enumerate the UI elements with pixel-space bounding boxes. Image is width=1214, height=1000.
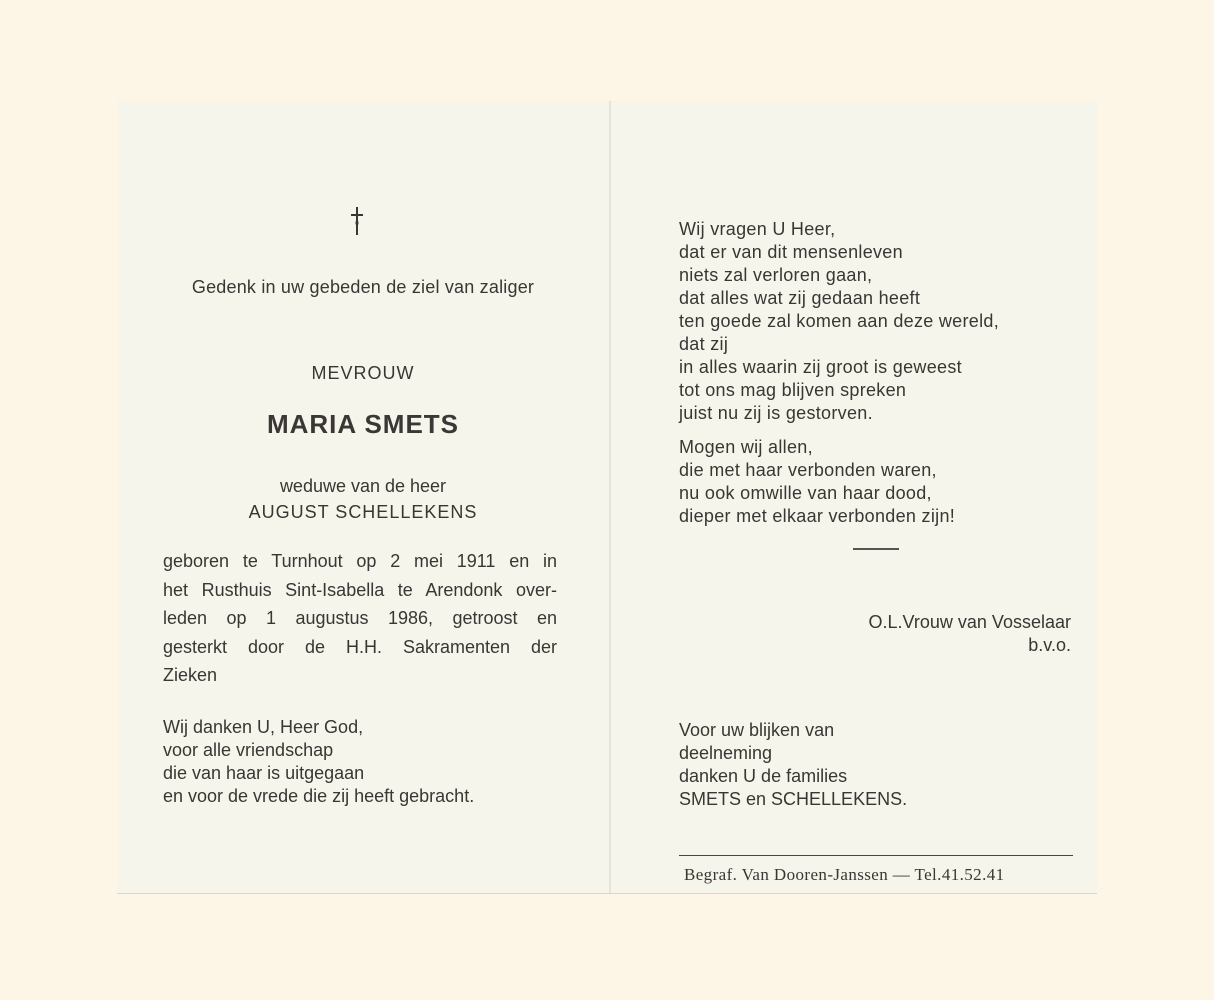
thanks-line: SMETS en SCHELLEKENS. [679, 789, 908, 809]
verse-line: dat alles wat zij gedaan heeft [679, 288, 921, 308]
bio-line: leden op 1 augustus 1986, getroost en [163, 608, 557, 628]
undertaker-footer: Begraf. Van Dooren-Janssen — Tel.41.52.41 [684, 865, 1005, 884]
prayer-line: die van haar is uitgegaan [163, 763, 365, 783]
verse-line: dat er van dit mensenleven [679, 242, 903, 262]
verse-line: die met haar verbonden waren, [679, 460, 937, 480]
verse-line: Wij vragen U Heer, [679, 219, 836, 239]
verse-1 [679, 218, 999, 425]
thanks-line: danken U de families [679, 766, 848, 786]
prayer-line: en voor de vrede die zij heeft gebracht. [163, 786, 475, 806]
honorific: MEVROUW [311, 363, 415, 383]
verse-line: in alles waarin zij groot is geweest [679, 357, 962, 377]
verse-line: nu ook omwille van haar dood, [679, 483, 932, 503]
prayer-line: Wij danken U, Heer God, [163, 717, 364, 737]
verse-line: dieper met elkaar verbonden zijn! [679, 506, 956, 526]
spouse-name: AUGUST SCHELLEKENS [248, 502, 478, 522]
intro-text: Gedenk in uw gebeden de ziel van zaliger [191, 277, 535, 297]
signoff-line: b.v.o. [1028, 635, 1071, 655]
deceased-name: MARIA SMETS [266, 409, 460, 439]
left-panel [117, 101, 609, 893]
verse-2 [679, 436, 955, 528]
prayer-line: voor alle vriendschap [163, 740, 334, 760]
verse-line: ten goede zal komen aan deze wereld, [679, 311, 1000, 331]
memorial-card [117, 101, 1097, 893]
thanks-line: deelneming [679, 743, 773, 763]
verse-line: juist nu zij is gestorven. [679, 403, 873, 423]
short-divider [853, 548, 899, 550]
thanks-line: Voor uw blijken van [679, 720, 835, 740]
verse-line: Mogen wij allen, [679, 437, 813, 457]
family-thanks [679, 719, 907, 811]
bio-line: geboren te Turnhout op 2 mei 1911 en in [163, 551, 557, 571]
verse-line: niets zal verloren gaan, [679, 265, 873, 285]
signoff-line: O.L.Vrouw van Vosselaar [868, 612, 1071, 632]
signoff [869, 611, 1071, 657]
footer-rule [679, 855, 1073, 856]
bio-line: het Rusthuis Sint-Isabella te Arendonk over- [163, 579, 557, 600]
prayer-thanks [163, 716, 474, 808]
bio-line: gesterkt door de H.H. Sakramenten der [163, 636, 557, 657]
verse-line: tot ons mag blijven spreken [679, 380, 907, 400]
bio-line: Zieken [163, 665, 218, 685]
right-panel [612, 101, 1097, 893]
latin-cross-icon [350, 207, 364, 235]
spouse-prefix: weduwe van de heer [279, 476, 447, 496]
biography [163, 547, 557, 690]
verse-line: dat zij [679, 334, 729, 354]
